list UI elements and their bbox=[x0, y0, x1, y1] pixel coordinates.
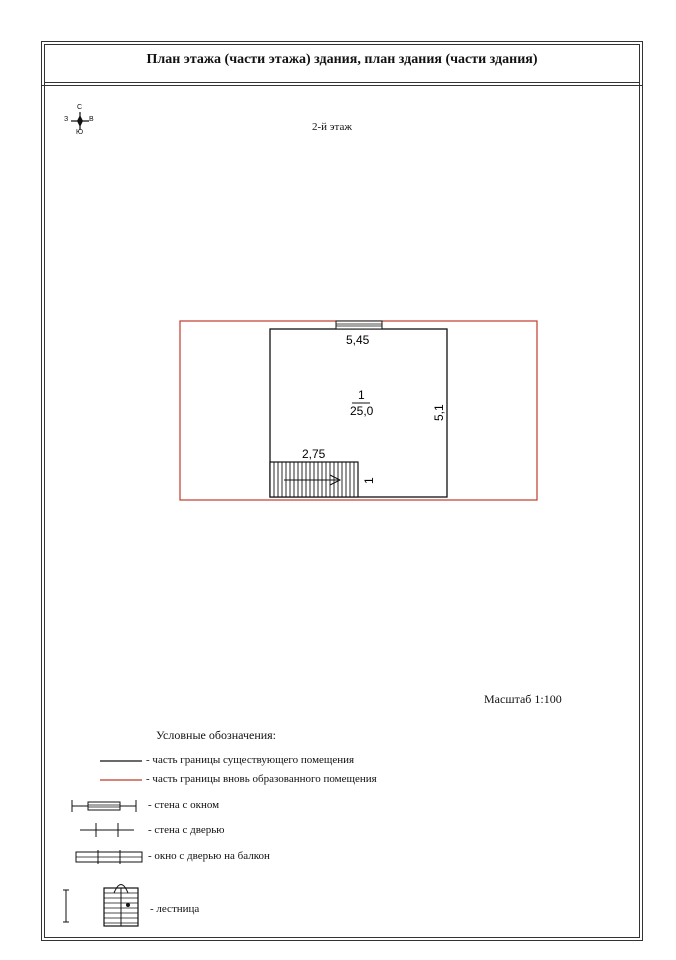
legend-item-existing: - часть границы существующего помещения bbox=[146, 754, 355, 766]
room-number: 1 bbox=[358, 388, 365, 402]
scale-label: Масштаб 1:100 bbox=[484, 692, 562, 706]
legend-balcony-symbol bbox=[76, 850, 142, 864]
legend-item-window: - стена с окном bbox=[148, 799, 220, 811]
legend-door-symbol bbox=[80, 823, 134, 837]
compass-north: С bbox=[77, 104, 83, 111]
legend-stairs-symbol bbox=[63, 885, 138, 927]
stair-width-label: 2,75 bbox=[302, 447, 326, 461]
legend-item-stairs: - лестница bbox=[150, 903, 200, 915]
legend-window-symbol bbox=[72, 800, 136, 812]
height-label: 5,1 bbox=[432, 404, 446, 421]
width-label: 5,45 bbox=[346, 333, 370, 347]
legend-item-door: - стена с дверью bbox=[148, 824, 225, 836]
room-area: 25,0 bbox=[350, 404, 374, 418]
floor-label: 2-й этаж bbox=[312, 121, 352, 133]
window-symbol bbox=[336, 321, 382, 329]
stair-depth-label: 1 bbox=[362, 477, 376, 484]
page-title: План этажа (части этажа) здания, план здания (части здания) bbox=[146, 52, 538, 67]
legend-item-new: - часть границы вновь образованного помещения bbox=[146, 773, 377, 785]
compass-south: Ю bbox=[76, 129, 84, 136]
stairs-symbol bbox=[270, 462, 358, 497]
legend-item-balcony: - окно с дверью на балкон bbox=[148, 850, 270, 862]
compass-east: В bbox=[89, 116, 94, 123]
legend-title: Условные обозначения: bbox=[156, 728, 277, 742]
compass-west: З bbox=[64, 116, 69, 123]
